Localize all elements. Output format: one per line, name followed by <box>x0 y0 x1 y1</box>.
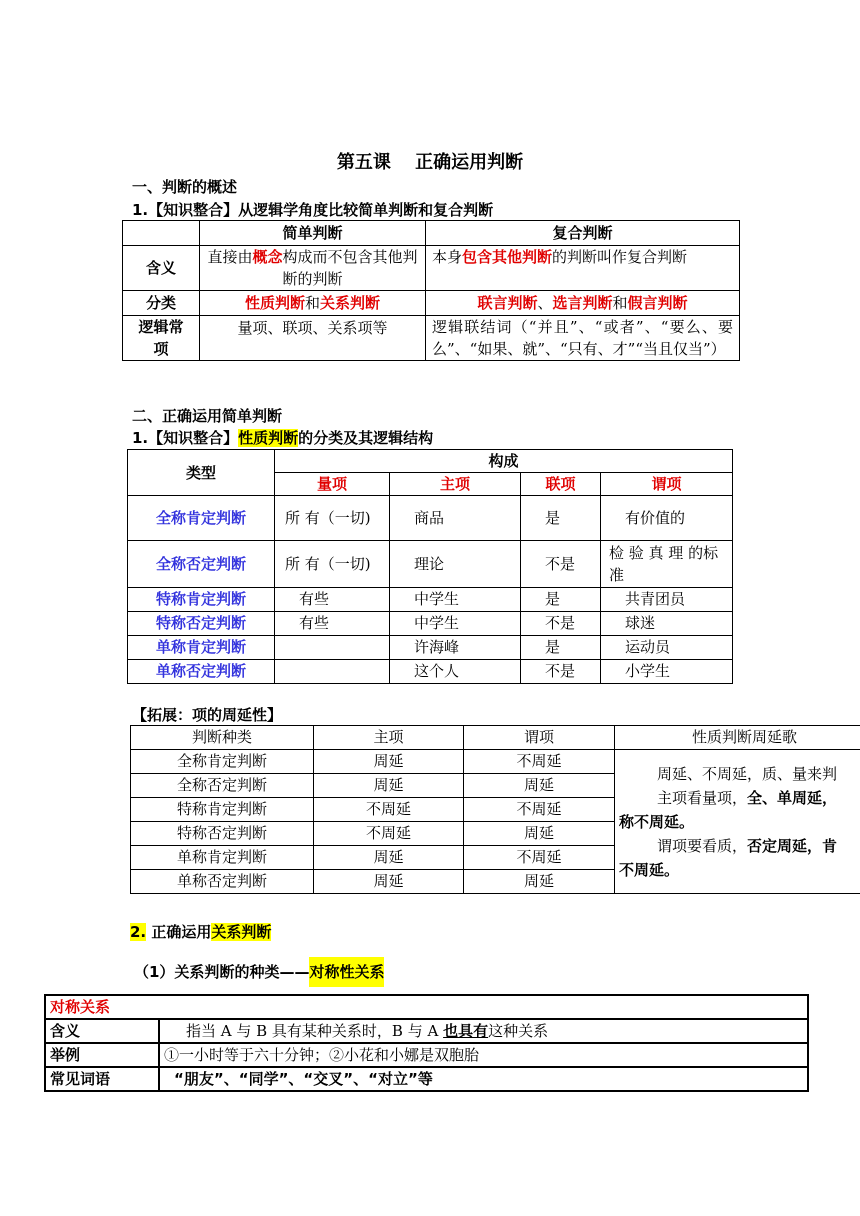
song-line <box>619 786 860 810</box>
subject-cell: 周延 <box>314 846 464 870</box>
quantifier-cell <box>275 660 390 684</box>
predicate-cell: 不周延 <box>464 798 615 822</box>
predicate-cell: 有价值的 <box>601 496 733 541</box>
term: 联言判断 <box>477 294 538 312</box>
composition-header: 构成 <box>275 450 733 473</box>
subject-cell: 不周延 <box>314 798 464 822</box>
col-head-compound: 复合判断 <box>426 221 740 246</box>
subject-cell: 中学生 <box>390 612 521 636</box>
col-predicate: 谓项 <box>601 473 733 496</box>
copula-cell: 是 <box>521 496 601 541</box>
text: 的分类及其逻辑结构 <box>298 429 434 447</box>
text: 这种关系 <box>488 1022 549 1040</box>
type-header: 类型 <box>128 450 275 496</box>
compound-category <box>426 291 740 316</box>
head-subject: 主项 <box>314 726 464 750</box>
type-cell: 特称肯定判断 <box>128 588 275 612</box>
text: 主项看量项， <box>657 788 748 807</box>
section1-subheading: 1.【知识整合】从逻辑学角度比较简单判断和复合判断 <box>132 201 494 219</box>
empty-cell <box>123 221 200 246</box>
text: 、 <box>537 294 553 312</box>
copula-cell: 不是 <box>521 612 601 636</box>
value-meaning <box>159 1019 808 1043</box>
song-cell <box>615 750 860 894</box>
concept-term: 概念 <box>252 248 283 266</box>
type-cell: 全称否定判断 <box>128 541 275 588</box>
predicate-cell: 共青团员 <box>601 588 733 612</box>
compound-meaning <box>426 246 740 291</box>
text: 直接由 <box>207 248 253 266</box>
distribution-table <box>130 725 860 894</box>
kind-cell: 特称肯定判断 <box>131 798 314 822</box>
text: 和 <box>612 294 628 312</box>
table-row <box>128 496 733 541</box>
copula-cell: 是 <box>521 588 601 612</box>
text: 否定周延，肯 <box>747 836 838 855</box>
value-example: ①一小时等于六十分钟；②小花和小娜是双胞胎 <box>159 1043 808 1067</box>
subject-cell: 这个人 <box>390 660 521 684</box>
quantifier-cell <box>275 636 390 660</box>
kind-cell: 全称肯定判断 <box>131 750 314 774</box>
predicate-cell: 周延 <box>464 870 615 894</box>
table-row <box>128 636 733 660</box>
text: 全、单周延， <box>747 788 838 807</box>
predicate-cell: 运动员 <box>601 636 733 660</box>
song-line <box>619 834 860 858</box>
highlight-term: 性质判断 <box>238 429 299 447</box>
predicate-cell: 球迷 <box>601 612 733 636</box>
section1-heading: 一、判断的概述 <box>132 178 238 196</box>
text: 谓项要看质， <box>657 836 748 855</box>
kind-cell: 单称否定判断 <box>131 870 314 894</box>
table-row <box>131 750 860 774</box>
value-words: “朋友”、“同学”、“交叉”、“对立”等 <box>159 1067 808 1091</box>
head-kind: 判断种类 <box>131 726 314 750</box>
page-title: 第五课 正确运用判断 <box>336 152 524 173</box>
table-row <box>128 612 733 636</box>
section2-heading: 二、正确运用简单判断 <box>132 407 283 425</box>
highlight-term: 关系判断 <box>211 923 272 941</box>
type-cell: 单称否定判断 <box>128 660 275 684</box>
simple-category <box>200 291 426 316</box>
label-words: 常见词语 <box>45 1067 159 1091</box>
row-label-meaning: 含义 <box>123 246 200 291</box>
col-head-simple: 简单判断 <box>200 221 426 246</box>
label-meaning: 含义 <box>45 1019 159 1043</box>
simple-meaning <box>200 246 426 291</box>
head-song: 性质判断周延歌 <box>615 726 860 750</box>
predicate-cell: 不周延 <box>464 846 615 870</box>
row-label-constant: 逻辑常项 <box>123 316 200 361</box>
predicate-cell: 不周延 <box>464 750 615 774</box>
structure-table <box>127 449 733 684</box>
quantifier-cell: 有些 <box>275 612 390 636</box>
col-copula: 联项 <box>521 473 601 496</box>
section2-subheading <box>132 427 433 448</box>
text: 1.【知识整合】 <box>132 429 239 447</box>
kind-cell: 单称肯定判断 <box>131 846 314 870</box>
text: 指当 A 与 B 具有某种关系时，B 与 A <box>186 1022 444 1040</box>
comparison-table <box>122 220 740 361</box>
text: 2. <box>130 923 147 941</box>
song-line: 周延、不周延，质、量来判 <box>657 764 838 783</box>
text: 本身 <box>432 248 463 266</box>
label-example: 举例 <box>45 1043 159 1067</box>
subject-cell: 周延 <box>314 750 464 774</box>
table-row <box>128 660 733 684</box>
copula-cell: 不是 <box>521 660 601 684</box>
col-subject: 主项 <box>390 473 521 496</box>
song-line: 称不周延。 <box>619 812 695 831</box>
term: 性质判断 <box>244 294 305 312</box>
subject-cell: 商品 <box>390 496 521 541</box>
copula-cell: 是 <box>521 636 601 660</box>
predicate-cell: 周延 <box>464 774 615 798</box>
text: 构成而不包含其他判断的判断 <box>282 248 418 288</box>
table-row <box>128 541 733 588</box>
emphasis: 也具有 <box>443 1022 489 1040</box>
col-quantifier: 量项 <box>275 473 390 496</box>
subject-cell: 中学生 <box>390 588 521 612</box>
type-cell: 特称否定判断 <box>128 612 275 636</box>
symmetric-relation-table <box>44 994 809 1092</box>
section3-subheading <box>134 961 384 982</box>
symmetric-title: 对称关系 <box>45 995 808 1019</box>
table-row <box>128 588 733 612</box>
head-predicate: 谓项 <box>464 726 615 750</box>
type-cell: 全称肯定判断 <box>128 496 275 541</box>
subject-cell: 不周延 <box>314 822 464 846</box>
subject-cell: 理论 <box>390 541 521 588</box>
compound-constant: 逻辑联结词（“并且”、“或者”、“要么、要么”、“如果、就”、“只有、才”“当且仅当”） <box>426 316 740 361</box>
extension-heading: 【拓展：项的周延性】 <box>132 706 283 724</box>
term: 假言判断 <box>627 294 688 312</box>
predicate-cell: 检 验 真 理 的标准 <box>601 541 733 588</box>
subject-cell: 许海峰 <box>390 636 521 660</box>
copula-cell: 不是 <box>521 541 601 588</box>
predicate-cell: 小学生 <box>601 660 733 684</box>
quantifier-cell: 有些 <box>275 588 390 612</box>
subject-cell: 周延 <box>314 870 464 894</box>
row-label-category: 分类 <box>123 291 200 316</box>
term: 关系判断 <box>320 294 381 312</box>
quantifier-cell: 所 有（一切) <box>275 496 390 541</box>
quantifier-cell: 所 有（一切) <box>275 541 390 588</box>
text: 正确运用 <box>151 923 212 941</box>
term: 选言判断 <box>552 294 613 312</box>
highlight-term: 对称性关系 <box>309 957 384 987</box>
song-line: 不周延。 <box>619 860 680 879</box>
type-cell: 单称肯定判断 <box>128 636 275 660</box>
subject-cell: 周延 <box>314 774 464 798</box>
predicate-cell: 周延 <box>464 822 615 846</box>
simple-constant: 量项、联项、关系项等 <box>200 316 426 361</box>
section3-heading <box>130 921 271 942</box>
kind-cell: 全称否定判断 <box>131 774 314 798</box>
kind-cell: 特称否定判断 <box>131 822 314 846</box>
text: （1）关系判断的种类—— <box>134 963 310 981</box>
text: 的判断叫作复合判断 <box>552 248 688 266</box>
key-term: 包含其他判断 <box>462 248 553 266</box>
text: 和 <box>304 294 320 312</box>
